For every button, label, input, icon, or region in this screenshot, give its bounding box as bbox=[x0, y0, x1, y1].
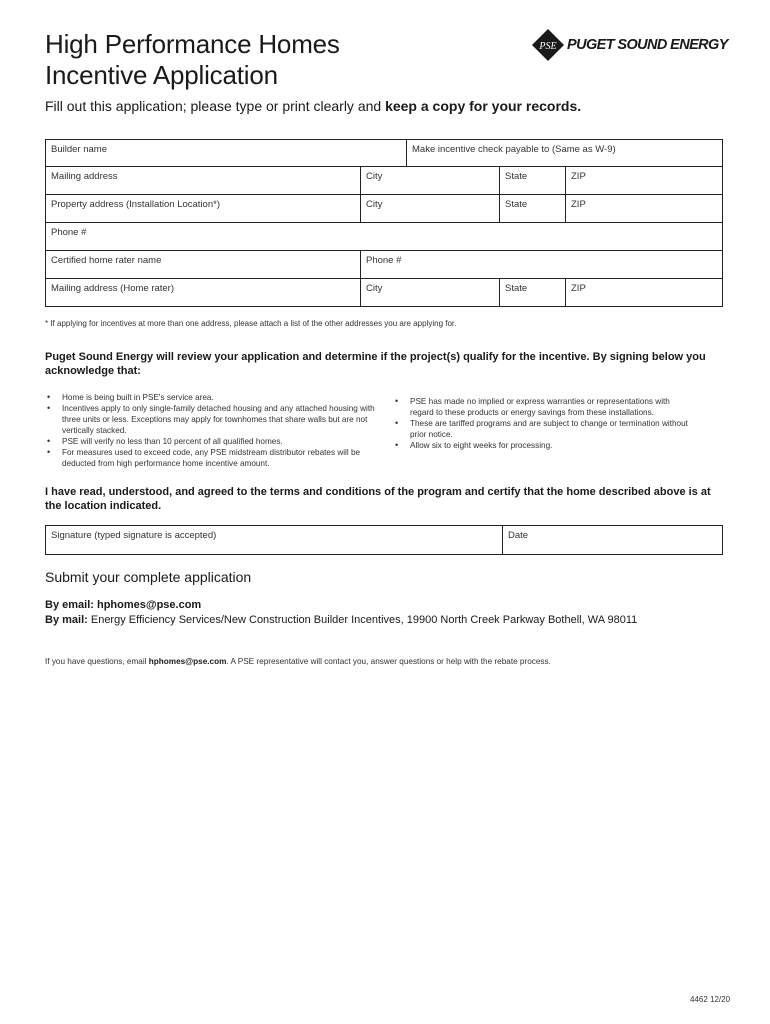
signature-field[interactable] bbox=[46, 526, 502, 554]
property-address-field[interactable] bbox=[46, 195, 360, 222]
payable-to-field[interactable] bbox=[406, 140, 722, 166]
submit-heading: Submit your complete application bbox=[45, 569, 252, 585]
city-label: City bbox=[366, 171, 383, 182]
mailing-address-label: Mailing address bbox=[51, 171, 118, 182]
list-item: • PSE has made no implied or express warranties or representations with regard to these products or energy savings from these installations. bbox=[393, 396, 693, 418]
acknowledge-intro: Puget Sound Energy will review your application and determine if the project(s) qualify for the incentive. By signing below you acknowledge that: bbox=[45, 351, 706, 377]
rater-address-label: Mailing address (Home rater) bbox=[51, 283, 175, 294]
builder-name-label: Builder name bbox=[51, 144, 107, 155]
questions-note bbox=[45, 657, 551, 666]
rater-state-field[interactable] bbox=[499, 279, 565, 306]
email-label: By email: bbox=[45, 599, 97, 611]
application-form bbox=[45, 139, 723, 307]
zip-label: ZIP bbox=[571, 171, 586, 182]
rater-city-field[interactable] bbox=[360, 279, 499, 306]
email-link[interactable]: hphomes@pse.com bbox=[96, 599, 202, 611]
list-item: • PSE will verify no less than 10 percent of all qualified homes. bbox=[45, 436, 377, 447]
property-city-field[interactable] bbox=[360, 195, 499, 222]
rater-phone-label: Phone # bbox=[366, 255, 402, 266]
list-item: • For measures used to exceed code, any PSE midstream distributor rebates will be deducted from high performance home incentive amount. bbox=[45, 447, 377, 469]
pse-logo bbox=[531, 28, 728, 62]
mailing-city-field[interactable] bbox=[360, 167, 499, 194]
question-pre: If you have questions, email bbox=[45, 657, 149, 666]
instructions-plain: Fill out this application; please type or print clearly and bbox=[45, 98, 386, 114]
pse-logo-diamond-icon bbox=[531, 28, 565, 62]
form-row-rater-address bbox=[45, 279, 723, 307]
logo-wordmark: PUGET SOUND ENERGY bbox=[567, 37, 728, 53]
form-row-builder bbox=[45, 139, 723, 167]
list-item: • These are tariffed programs and are subject to change or termination without prior notice. bbox=[393, 418, 693, 440]
date-label: Date bbox=[508, 530, 529, 541]
signature-label: Signature (typed signature is accepted) bbox=[51, 530, 217, 541]
city-label: City bbox=[366, 199, 383, 210]
rater-name-field[interactable] bbox=[46, 251, 360, 278]
list-item: • Allow six to eight weeks for processing. bbox=[393, 440, 693, 451]
rater-name-label: Certified home rater name bbox=[51, 255, 162, 266]
state-label: State bbox=[505, 199, 528, 210]
property-state-field[interactable] bbox=[499, 195, 565, 222]
footnote: * If applying for incentives at more than one address, please attach a list of the other addresses you are applying for. bbox=[45, 319, 457, 328]
question-post: . A PSE representative will contact you, answer questions or help with the rebate process. bbox=[226, 657, 551, 666]
zip-label: ZIP bbox=[571, 283, 586, 294]
mail-label: By mail: bbox=[45, 614, 91, 626]
phone-field[interactable] bbox=[46, 223, 722, 250]
mailing-zip-field[interactable] bbox=[565, 167, 722, 194]
property-zip-field[interactable] bbox=[565, 195, 722, 222]
rater-zip-field[interactable] bbox=[565, 279, 722, 306]
state-label: State bbox=[505, 171, 528, 182]
title-line-2: Incentive Application bbox=[45, 60, 278, 90]
payable-to-label: Make incentive check payable to (Same as W-9) bbox=[412, 144, 616, 155]
form-row-phone bbox=[45, 223, 723, 251]
form-row-mailing bbox=[45, 167, 723, 195]
rater-address-field[interactable] bbox=[46, 279, 360, 306]
phone-label: Phone # bbox=[51, 227, 87, 238]
property-address-label: Property address (Installation Location*) bbox=[51, 199, 220, 210]
logo-monogram: PSE bbox=[539, 41, 557, 52]
submit-email bbox=[45, 599, 201, 611]
list-item: • Home is being built in PSE's service area. bbox=[45, 392, 377, 403]
date-field[interactable] bbox=[502, 526, 722, 554]
builder-name-field[interactable] bbox=[46, 140, 406, 166]
mailing-state-field[interactable] bbox=[499, 167, 565, 194]
acknowledge-list-right bbox=[393, 396, 693, 451]
mail-address: Energy Efficiency Services/New Construction Builder Incentives, 19900 North Creek Parkway Bothell, WA 98011 bbox=[90, 614, 638, 626]
list-item: • Incentives apply to only single-family detached housing and any attached housing with three units or less. Exceptions may apply for townhomes that share walls but are not vertically stacked. bbox=[45, 403, 377, 436]
form-row-rater bbox=[45, 251, 723, 279]
form-number: 4462 12/20 bbox=[690, 995, 731, 1004]
signature-row bbox=[45, 525, 723, 555]
state-label: State bbox=[505, 283, 528, 294]
acknowledge-list-left bbox=[45, 392, 377, 469]
city-label: City bbox=[366, 283, 383, 294]
mailing-address-field[interactable] bbox=[46, 167, 360, 194]
page-title bbox=[45, 29, 340, 91]
submit-mail bbox=[45, 614, 637, 626]
rater-phone-field[interactable] bbox=[360, 251, 722, 278]
certification-statement: I have read, understood, and agreed to the terms and conditions of the program and certify that the home described above is at the location indicated. bbox=[45, 486, 711, 512]
instructions bbox=[45, 98, 581, 114]
question-email-link[interactable]: hphomes@pse.com bbox=[148, 657, 227, 666]
title-line-1: High Performance Homes bbox=[45, 29, 340, 59]
zip-label: ZIP bbox=[571, 199, 586, 210]
instructions-bold: keep a copy for your records. bbox=[385, 98, 582, 114]
form-row-property bbox=[45, 195, 723, 223]
